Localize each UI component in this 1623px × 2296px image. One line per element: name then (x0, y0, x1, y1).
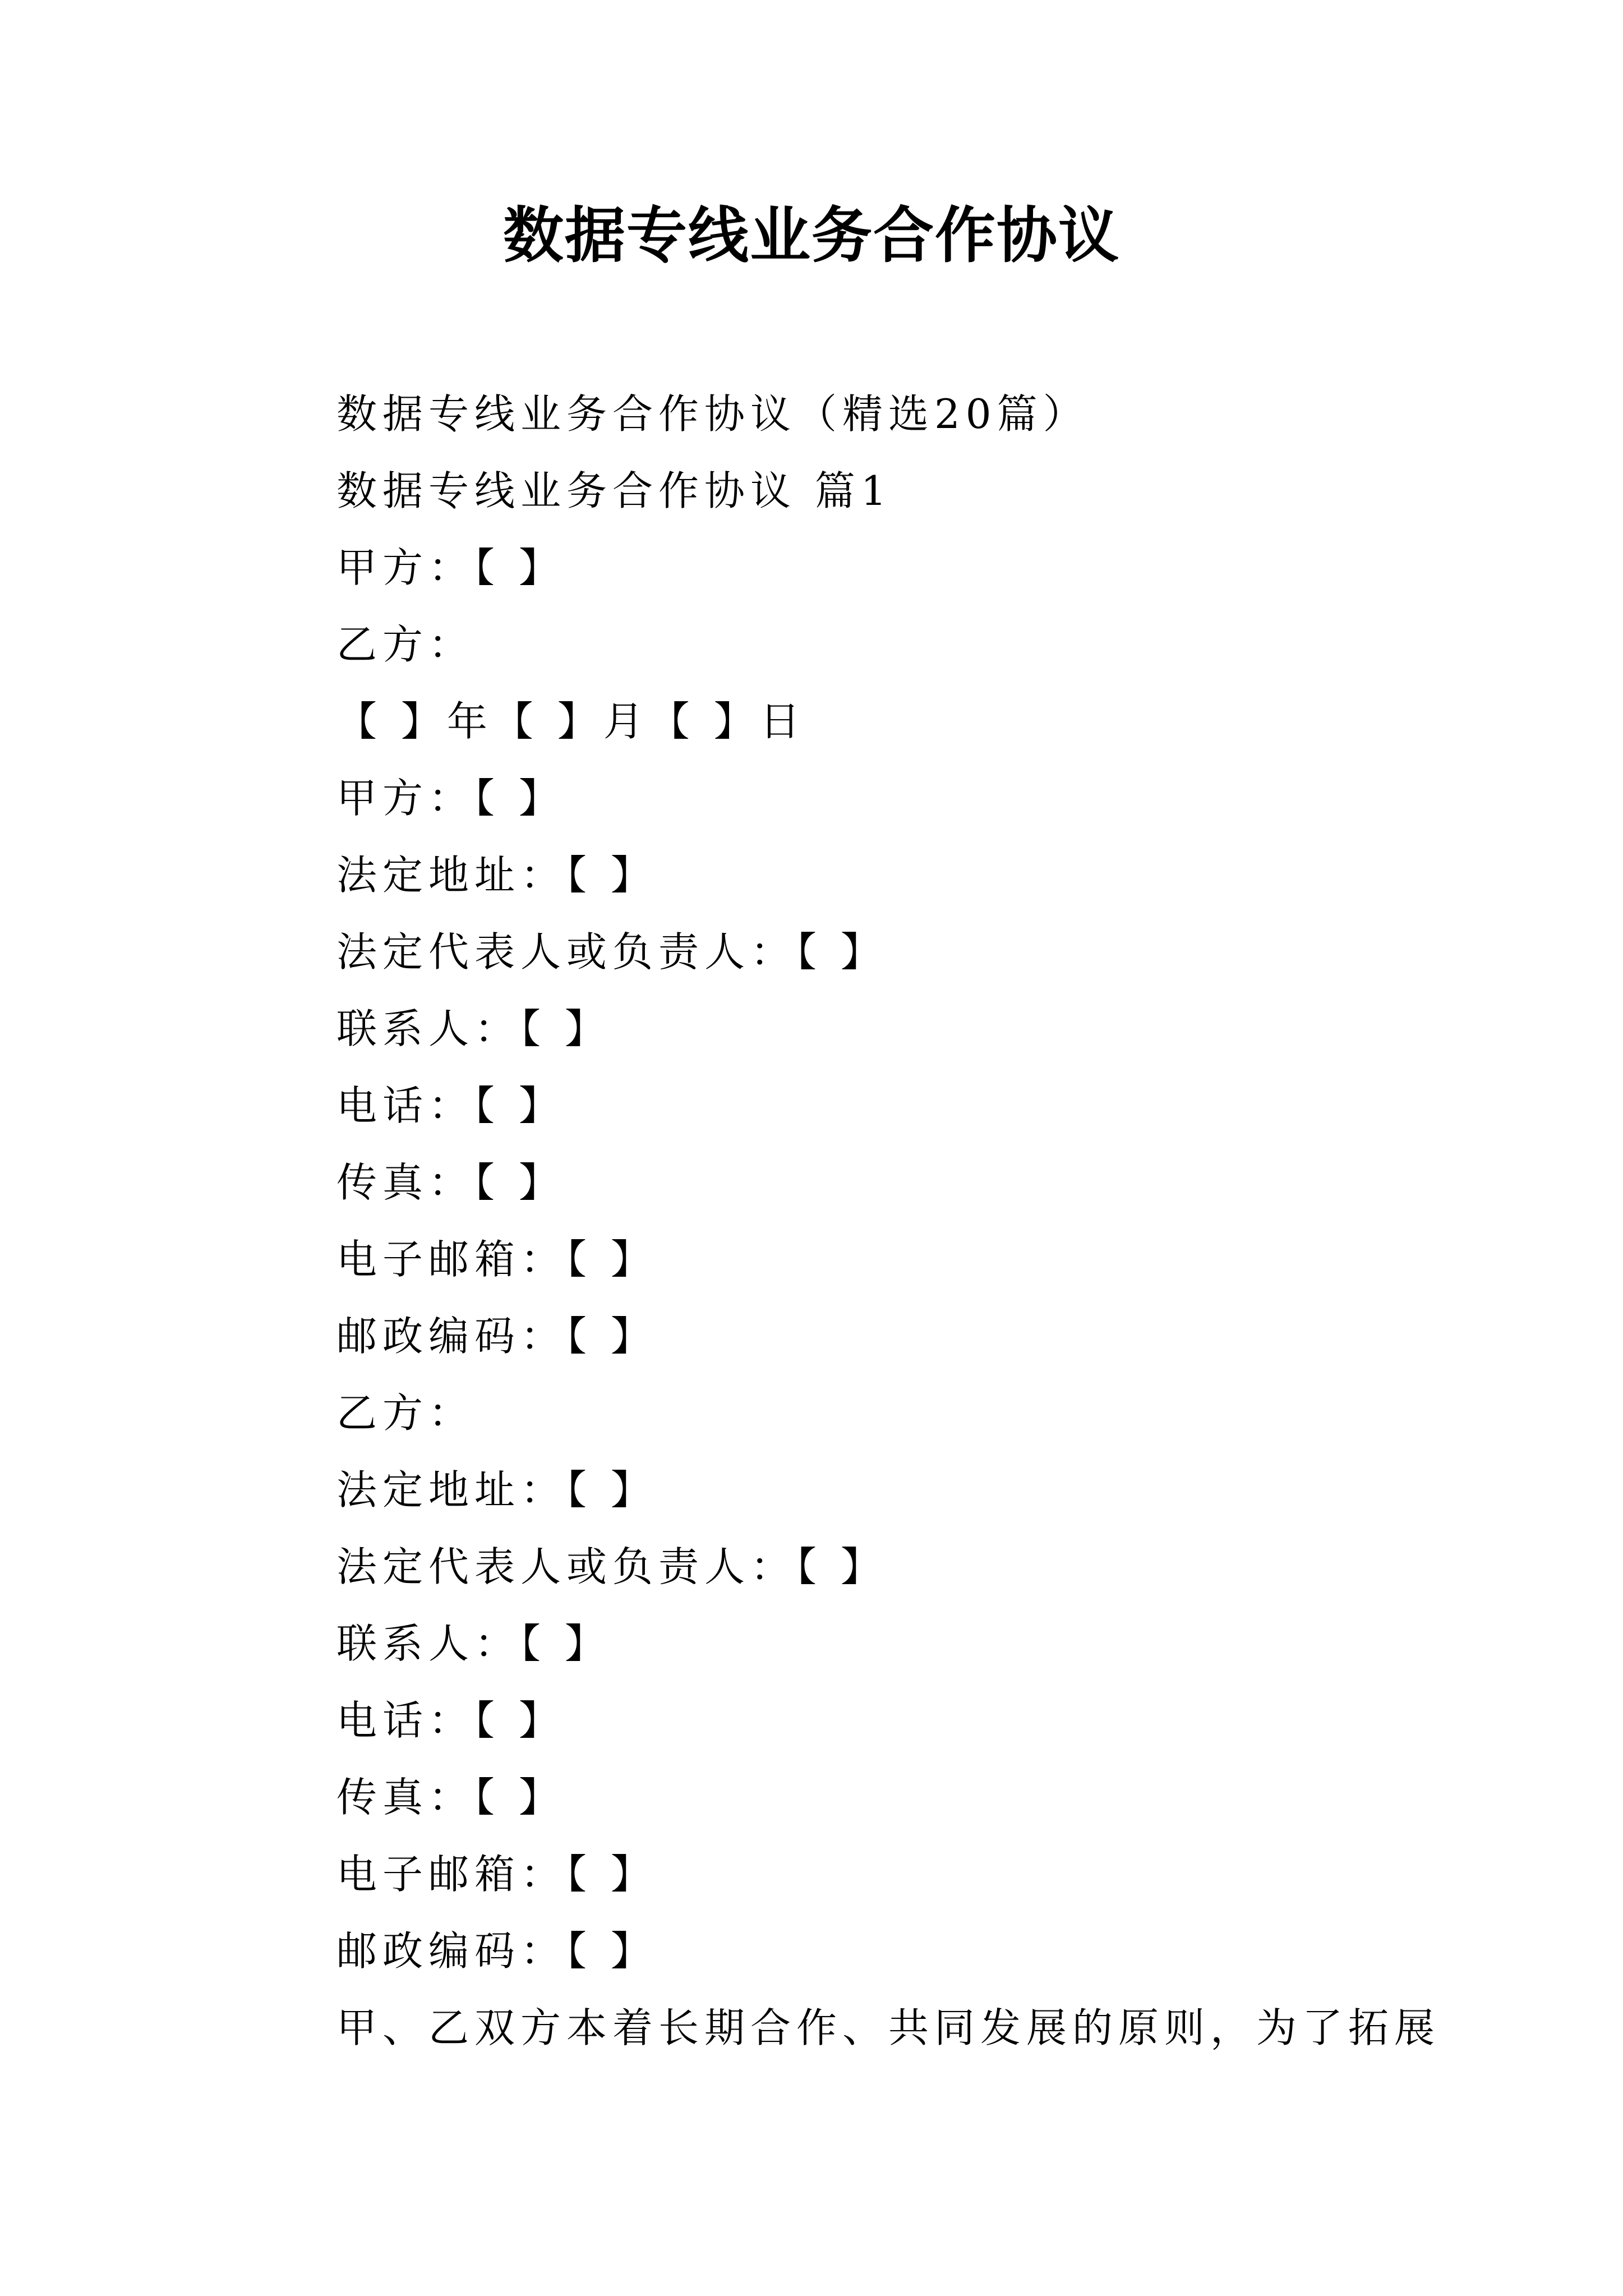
party-a-line: 甲方：【 】 (336, 544, 565, 591)
party-a-phone: 电话：【 】 (336, 1082, 565, 1129)
party-b-fax: 传真：【 】 (336, 1774, 565, 1821)
agreement-intro-line: 甲、乙双方本着长期合作、共同发展的原则，为了拓展 (336, 2004, 1441, 2051)
section-heading: 数据专线业务合作协议 篇1 (336, 467, 892, 514)
document-body (336, 376, 1458, 2067)
party-a-contact: 联系人：【 】 (336, 1005, 611, 1052)
party-a-email: 电子邮箱：【 】 (336, 1236, 657, 1283)
party-b-contact: 联系人：【 】 (336, 1620, 611, 1667)
party-b-line: 乙方： (336, 621, 475, 668)
party-b-representative: 法定代表人或负责人：【 】 (336, 1543, 887, 1590)
party-a-address: 法定地址：【 】 (336, 852, 657, 899)
party-a-representative: 法定代表人或负责人：【 】 (336, 928, 887, 976)
party-a-name: 甲方：【 】 (336, 775, 565, 822)
party-b-postcode: 邮政编码：【 】 (336, 1927, 657, 1975)
subtitle-line: 数据专线业务合作协议（精选20篇） (336, 390, 1089, 438)
party-a-fax: 传真：【 】 (336, 1159, 565, 1206)
party-b-address: 法定地址：【 】 (336, 1466, 657, 1513)
date-line: 【 】年【 】月【 】日 (336, 698, 806, 745)
party-b-email: 电子邮箱：【 】 (336, 1851, 657, 1898)
party-a-postcode: 邮政编码：【 】 (336, 1313, 657, 1360)
document-title: 数据专线业务合作协议 (502, 200, 1120, 271)
party-b-phone: 电话：【 】 (336, 1697, 565, 1744)
party-b-name: 乙方： (336, 1389, 475, 1437)
